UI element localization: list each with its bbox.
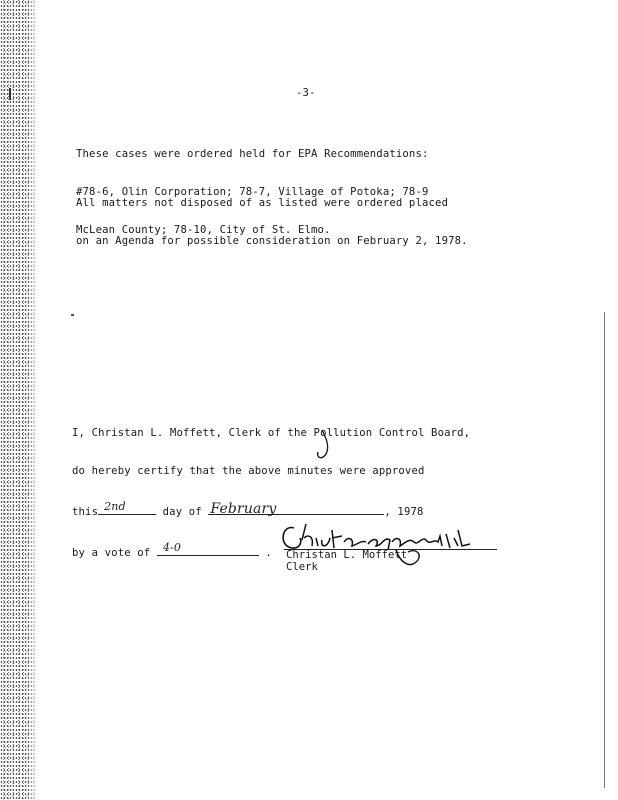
text-line: on an Agenda for possible consideration on February 2, 1978. — [76, 234, 468, 247]
text-line: I, Christan L. Moffett, Clerk of the Pollution Control Board, — [72, 427, 471, 440]
clerk-printed-name: Christan L. Moffett — [286, 549, 408, 561]
clerk-title: Clerk — [286, 561, 318, 573]
signature-text: Christan L. Moffett — [272, 574, 284, 575]
vote-blank — [157, 540, 259, 556]
handwritten-flourish — [300, 424, 340, 464]
paragraph-agenda — [76, 172, 468, 273]
text-fragment: day of — [156, 505, 209, 518]
month-blank — [208, 501, 384, 518]
scan-mark — [9, 88, 11, 100]
page-number: -3- — [296, 87, 316, 99]
scan-edge-noise — [0, 0, 38, 800]
text-line: #78-6, Olin Corporation; 78-7, Village of Potoka; 78-9 — [76, 185, 429, 198]
text-fragment: by a vote of — [72, 546, 157, 559]
scan-mark — [71, 314, 74, 316]
text-line: These cases were ordered held for EPA Recommendations: — [76, 148, 429, 161]
text-line: McLean County; 78-10, City of St. Elmo. — [76, 223, 331, 236]
handwritten-day: 2nd — [104, 500, 126, 514]
scan-edge-line — [604, 312, 605, 788]
text-fragment: . — [258, 546, 272, 559]
text-line: do hereby certify that the above minutes were approved — [72, 464, 425, 477]
text-fragment: , 1978 — [384, 505, 424, 518]
day-blank — [98, 500, 156, 515]
signature-block — [272, 516, 502, 596]
handwritten-month: February — [210, 501, 277, 518]
handwritten-vote: 4-0 — [162, 540, 182, 554]
text-fragment: this — [72, 505, 99, 518]
text-line: All matters not disposed of as listed were ordered placed — [76, 197, 449, 210]
